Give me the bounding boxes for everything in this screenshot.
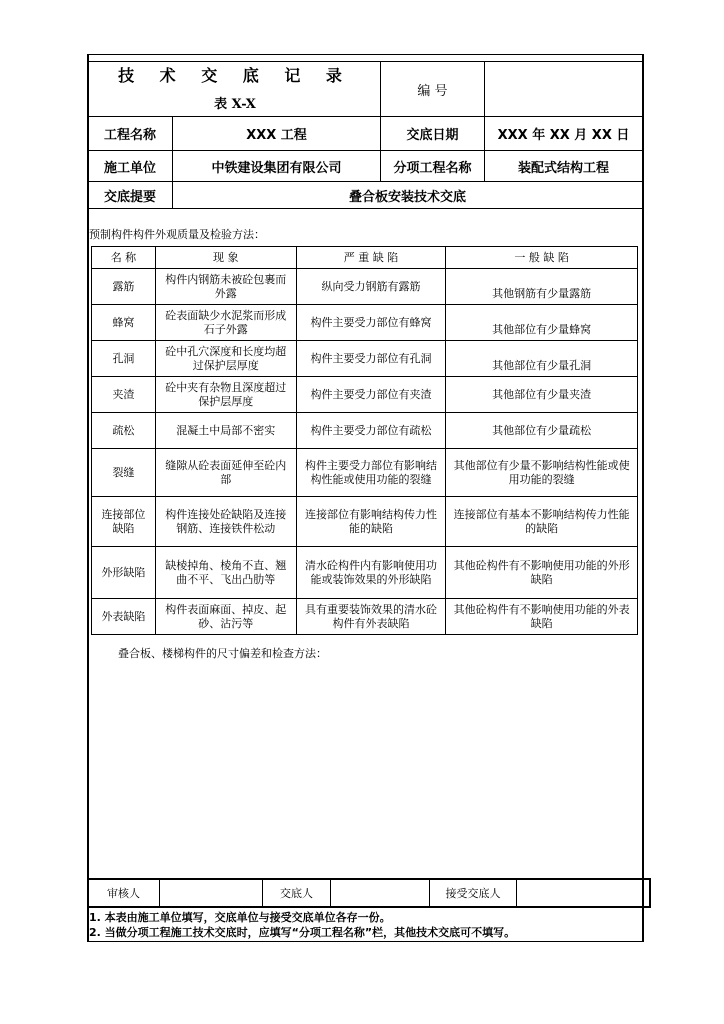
reviewer-label: 审核人 (107, 887, 140, 900)
discloser-signature[interactable] (331, 880, 429, 906)
row-phenomenon: 构件内钢筋未被砼包裹而外露 (155, 269, 296, 305)
row-phenomenon: 构件连接处砼缺陷及连接钢筋、连接铁件松动 (155, 497, 296, 547)
table-row (92, 341, 638, 377)
row-serious: 具有重要装饰效果的清水砼构件有外表缺陷 (296, 599, 446, 635)
form-number: 表 X-X (214, 96, 256, 112)
row-name: 裂缝 (92, 449, 156, 497)
serial-number-label: 编 号 (417, 83, 448, 99)
sub-project-value[interactable]: 装配式结构工程 (517, 160, 609, 176)
note-1: 1. 本表由施工单位填写，交底单位与接受交底单位各存一份。 (89, 911, 391, 924)
row-general: 连接部位有基本不影响结构传力性能的缺陷 (446, 497, 638, 547)
row-phenomenon: 砼中孔穴深度和长度均超过保护层厚度 (155, 341, 296, 377)
project-name-value[interactable]: XXX 工程 (246, 128, 307, 143)
receiver-label: 接受交底人 (445, 887, 501, 900)
serial-number-value[interactable] (485, 62, 642, 116)
row-general: 其他部位有少量不影响结构性能或使用功能的裂缝 (446, 449, 638, 497)
row-general: 其他部位有少量疏松 (446, 413, 638, 449)
row-serious: 清水砼构件内有影响使用功能或装饰效果的外形缺陷 (296, 547, 446, 599)
table-row (92, 413, 638, 449)
table-row (92, 497, 638, 547)
sub-project-label: 分项工程名称 (393, 160, 472, 176)
disclosure-date-label: 交底日期 (406, 128, 459, 143)
quality-table (91, 246, 638, 635)
row-phenomenon: 砼中夹有杂物且深度超过保护层厚度 (155, 377, 296, 413)
row-name: 连接部位缺陷 (92, 497, 156, 547)
row-phenomenon: 混凝土中局部不密实 (155, 413, 296, 449)
header-phenomenon: 现 象 (155, 247, 296, 269)
summary-value[interactable]: 叠合板安装技术交底 (348, 189, 466, 205)
row-serious: 构件主要受力部位有夹渣 (296, 377, 446, 413)
row-general: 其他砼构件有不影响使用功能的外形缺陷 (446, 547, 638, 599)
dimension-section-intro: 叠合板、楼梯构件的尺寸偏差和检查方法： (118, 647, 327, 660)
row-general: 其他部位有少量夹渣 (446, 377, 638, 413)
table-row (92, 547, 638, 599)
row-serious: 构件主要受力部位有孔洞 (296, 341, 446, 377)
row-serious: 构件主要受力部位有蜂窝 (296, 305, 446, 341)
info-rule-3 (87, 208, 644, 209)
row-name: 孔洞 (92, 341, 156, 377)
note-2: 2. 当做分项工程施工技术交底时，应填写“分项工程名称”栏，其他技术交底可不填写。 (89, 926, 516, 939)
header-serious: 严 重 缺 陷 (296, 247, 446, 269)
table-row (92, 599, 638, 635)
quality-section-intro: 预制构件构件外观质量及检验方法： (89, 228, 265, 241)
table-row (92, 269, 638, 305)
construction-unit-label: 施工单位 (103, 160, 156, 176)
row-phenomenon: 缺棱掉角、棱角不直、翘曲不平、飞出凸肋等 (155, 547, 296, 599)
signature-right-edge (649, 878, 651, 908)
row-phenomenon: 砼表面缺少水泥浆而形成石子外露 (155, 305, 296, 341)
discloser-label: 交底人 (280, 887, 313, 900)
signature-bottom-rule (87, 906, 650, 908)
row-general: 其他砼构件有不影响使用功能的外表缺陷 (446, 599, 638, 635)
form-title: 技 术 交 底 记 录 (118, 65, 352, 85)
row-phenomenon: 缝隙从砼表面延伸至砼内部 (155, 449, 296, 497)
table-row (92, 377, 638, 413)
header-general: 一 般 缺 陷 (446, 247, 638, 269)
row-name: 露筋 (92, 269, 156, 305)
summary-label: 交底提要 (103, 189, 156, 205)
row-serious: 纵向受力钢筋有露筋 (296, 269, 446, 305)
row-name: 蜂窝 (92, 305, 156, 341)
row-phenomenon: 构件表面麻面、掉皮、起砂、沾污等 (155, 599, 296, 635)
form-notes (89, 910, 515, 940)
row-name: 夹渣 (92, 377, 156, 413)
header-name: 名 称 (92, 247, 156, 269)
row-general: 其他部位有少量孔洞 (446, 341, 638, 377)
table-row (92, 305, 638, 341)
row-name: 疏松 (92, 413, 156, 449)
row-general: 其他钢筋有少量露筋 (446, 269, 638, 305)
row-name: 外表缺陷 (92, 599, 156, 635)
table-row (92, 449, 638, 497)
reviewer-signature[interactable] (160, 880, 262, 906)
project-name-label: 工程名称 (103, 128, 156, 143)
row-general: 其他部位有少量蜂窝 (446, 305, 638, 341)
disclosure-date-value[interactable]: XXX 年 XX 月 XX 日 (497, 128, 630, 143)
receiver-signature[interactable] (517, 880, 648, 906)
row-name: 外形缺陷 (92, 547, 156, 599)
construction-unit-value[interactable]: 中铁建设集团有限公司 (211, 160, 342, 176)
quality-table-header-row (92, 247, 638, 269)
row-serious: 构件主要受力部位有疏松 (296, 413, 446, 449)
row-serious: 连接部位有影响结构传力性能的缺陷 (296, 497, 446, 547)
row-serious: 构件主要受力部位有影响结构性能或使用功能的裂缝 (296, 449, 446, 497)
